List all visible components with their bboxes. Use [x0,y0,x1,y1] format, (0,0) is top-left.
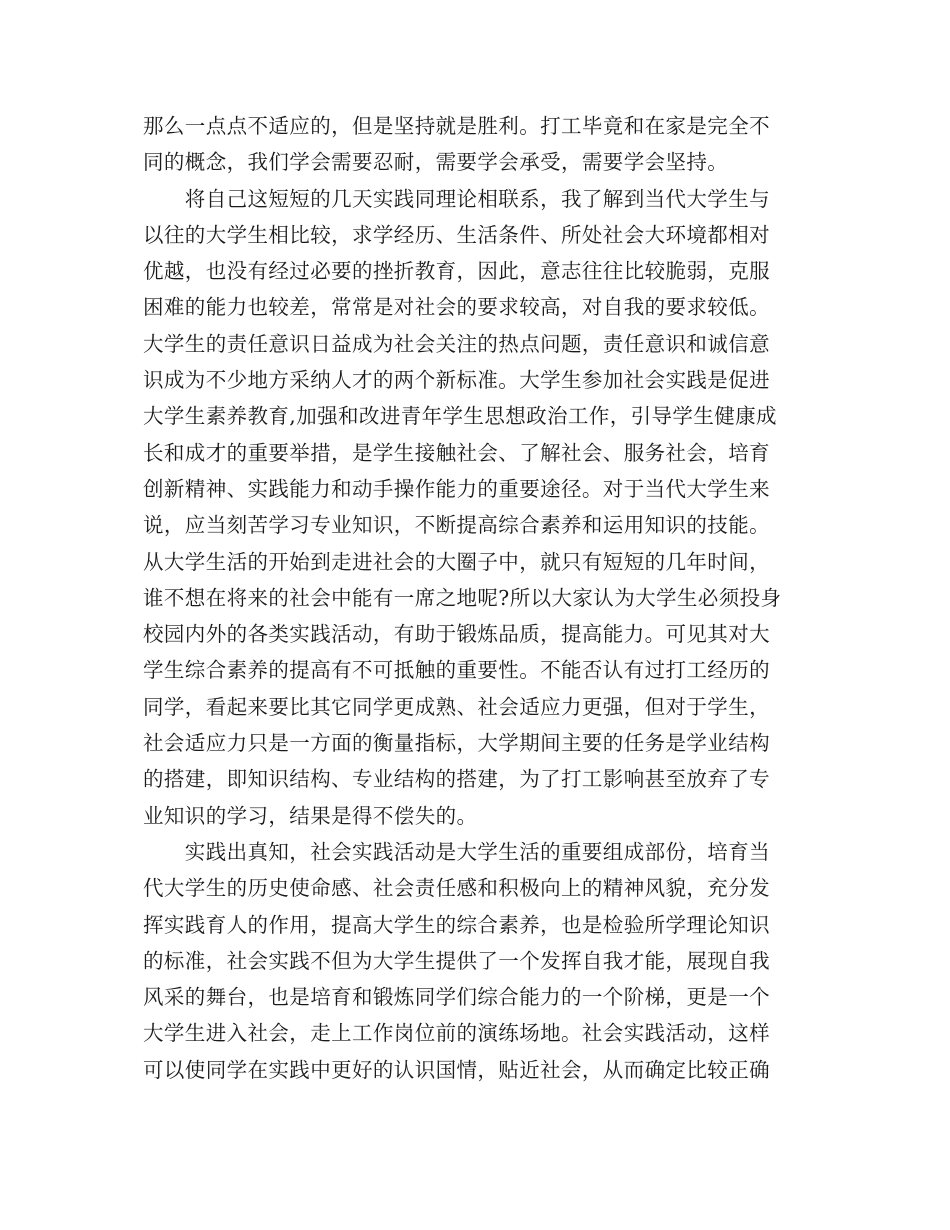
text-line: 以往的大学生相比较，求学经历、生活条件、所处社会大环境都相对 [143,222,770,247]
text-line: 挥实践育人的作用，提高大学生的综合素养，也是检验所学理论知识 [143,912,770,937]
text-line: 风采的舞台，也是培育和锻炼同学们综合能力的一个阶梯，更是一个 [143,985,770,1010]
text-line: 大学生的责任意识日益成为社会关注的热点问题，责任意识和诚信意 [143,331,770,356]
text-line: 的搭建，即知识结构、专业结构的搭建，为了打工影响甚至放弃了专 [143,767,770,792]
text-line: 从大学生活的开始到走进社会的大圈子中，就只有短短的几年时间， [143,549,770,574]
text-line: 大学生素养教育,加强和改进青年学生思想政治工作，引导学生健康成 [143,404,777,429]
text-line: 将自己这短短的几天实践同理论相联系，我了解到当代大学生与 [143,186,770,211]
text-line: 同的概念，我们学会需要忍耐，需要学会承受，需要学会坚持。 [143,150,729,175]
text-line: 优越，也没有经过必要的挫折教育，因此，意志往往比较脆弱，克服 [143,259,770,284]
text-line: 那么一点点不适应的，但是坚持就是胜利。打工毕竟和在家是完全不 [143,114,770,138]
paragraph-3 [143,834,808,1088]
text-line: 社会适应力只是一方面的衡量指标，大学期间主要的任务是学业结构 [143,731,770,756]
text-line: 谁不想在将来的社会中能有一席之地呢?所以大家认为大学生必须投身 [143,585,782,610]
text-line: 识成为不少地方采纳人才的两个新标准。大学生参加社会实践是促进 [143,368,770,393]
text-line: 说，应当刻苦学习专业知识，不断提高综合素养和运用知识的技能。 [143,513,770,538]
text-line: 长和成才的重要举措，是学生接触社会、了解社会、服务社会，培育 [143,440,770,465]
text-line: 困难的能力也较差，常常是对社会的要求较高，对自我的要求较低。 [143,295,770,320]
text-line: 的标准，社会实践不但为大学生提供了一个发挥自我才能，展现自我 [143,948,770,973]
text-line: 校园内外的各类实践活动，有助于锻炼品质，提高能力。可见其对大 [143,622,770,647]
text-line: 可以使同学在实践中更好的认识国情，贴近社会，从而确定比较正确 [143,1057,770,1082]
text-line: 学生综合素养的提高有不可抵触的重要性。不能否认有过打工经历的 [143,658,770,683]
text-line: 实践出真知，社会实践活动是大学生活的重要组成部份，培育当 [143,839,770,864]
document-body [143,108,808,1088]
text-line: 业知识的学习，结果是得不偿失的。 [143,803,478,828]
text-line: 同学，看起来要比其它同学更成熟、社会适应力更强，但对于学生， [143,694,770,719]
text-line: 大学生进入社会，走上工作岗位前的演练场地。社会实践活动，这样 [143,1021,770,1046]
paragraph-1 [143,108,808,181]
paragraph-2 [143,181,808,834]
text-line: 创新精神、实践能力和动手操作能力的重要途径。对于当代大学生来 [143,476,770,501]
text-line: 代大学生的历史使命感、社会责任感和积极向上的精神风貌，充分发 [143,876,770,901]
